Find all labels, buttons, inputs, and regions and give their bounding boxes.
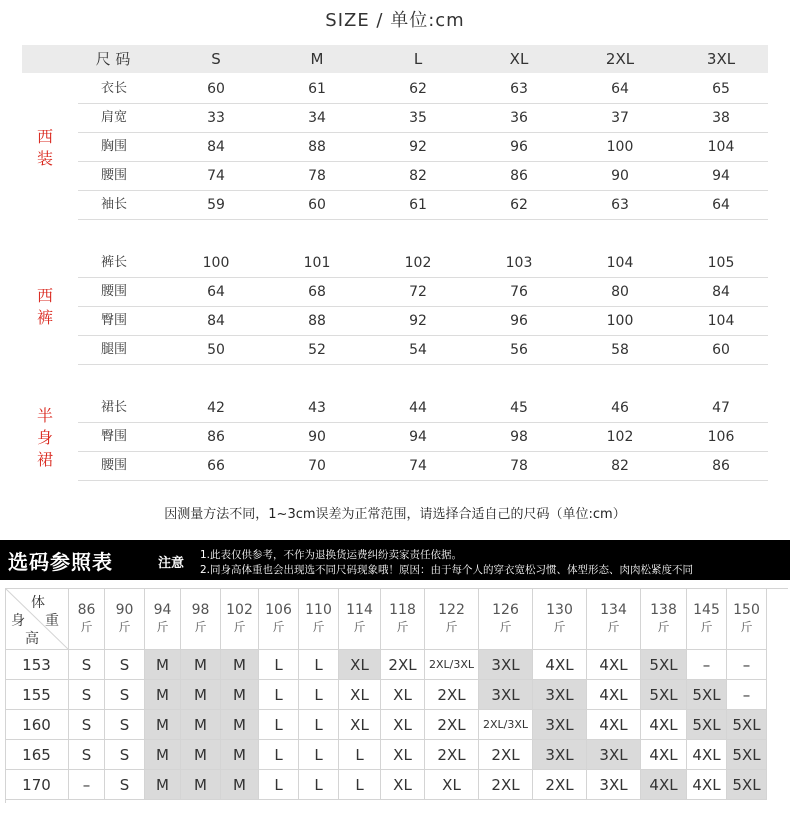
section-label <box>35 285 55 329</box>
size-row-label: 裤长 <box>100 255 127 270</box>
weight-unit: 斤 <box>657 619 670 634</box>
weight-header <box>641 588 687 650</box>
size-value: 90 <box>611 168 629 184</box>
size-value: 101 <box>303 255 331 271</box>
weight-unit: 斤 <box>80 619 93 634</box>
size-value: 62 <box>510 197 528 213</box>
size-value: 64 <box>207 284 225 300</box>
size-cell: L <box>299 740 339 770</box>
size-cell: 4XL <box>533 650 587 680</box>
size-value: 82 <box>611 458 629 474</box>
weight-header <box>533 588 587 650</box>
size-value: 37 <box>611 110 629 126</box>
weight-unit: 斤 <box>740 619 753 634</box>
section-label-char: 西 <box>36 286 53 305</box>
section-label-char: 装 <box>36 148 53 168</box>
weight-value: 138 <box>650 601 677 618</box>
size-cell: 5XL <box>641 680 687 710</box>
size-value: 61 <box>409 197 427 213</box>
size-cell: 3XL <box>533 710 587 740</box>
size-value: 84 <box>207 139 225 155</box>
size-cell: 2XL <box>425 710 479 740</box>
size-cell: XL <box>381 680 425 710</box>
size-cell: S <box>105 740 145 770</box>
weight-unit: 斤 <box>194 619 207 634</box>
weight-unit: 斤 <box>700 619 713 634</box>
size-value: 104 <box>707 313 735 329</box>
size-row <box>78 191 768 220</box>
size-row-label: 腿围 <box>100 342 127 357</box>
size-value: 74 <box>207 168 225 184</box>
size-cell: 2XL <box>381 650 425 680</box>
size-cell: L <box>259 770 299 800</box>
size-cell: M <box>181 650 221 680</box>
size-cell: 2XL <box>425 740 479 770</box>
banner-note-line: 2.同身高体重也会出现选不同尺码现象哦！原因：由于每个人的穿衣宽松习惯、体型形态、肉肉松紧度不同 <box>200 564 694 576</box>
size-cell: 4XL <box>587 710 641 740</box>
size-value: 34 <box>308 110 326 126</box>
size-header-cell: M <box>310 50 324 68</box>
size-row <box>78 394 768 423</box>
weight-value: 110 <box>305 601 332 618</box>
size-cell: M <box>145 770 181 800</box>
size-value: 54 <box>409 342 427 358</box>
size-value: 100 <box>202 255 230 271</box>
weight-unit: 斤 <box>156 619 169 634</box>
weight-value: 126 <box>492 601 519 618</box>
weight-header <box>145 588 181 650</box>
size-cell: M <box>181 680 221 710</box>
section-label-char: 裙 <box>36 449 53 469</box>
weight-header <box>381 588 425 650</box>
size-value: 42 <box>207 400 225 416</box>
size-header-cell: XL <box>509 50 529 68</box>
size-cell: 2XL <box>425 680 479 710</box>
weight-value: 94 <box>153 601 172 618</box>
size-cell: M <box>181 770 221 800</box>
size-cell: M <box>221 650 259 680</box>
size-cell: – <box>727 650 767 680</box>
size-value: 100 <box>606 139 634 155</box>
size-value: 80 <box>611 284 629 300</box>
size-cell: L <box>259 740 299 770</box>
weight-value: 98 <box>191 601 210 618</box>
size-cell: XL <box>381 770 425 800</box>
size-header-cell: S <box>211 50 221 68</box>
size-value: 90 <box>308 429 326 445</box>
size-value: 60 <box>308 197 326 213</box>
weight-unit: 斤 <box>118 619 131 634</box>
size-row-label: 腰围 <box>100 458 127 473</box>
size-value: 96 <box>510 313 528 329</box>
reference-banner <box>0 540 790 580</box>
weight-header <box>299 588 339 650</box>
size-header-cell: 3XL <box>706 50 736 68</box>
size-value: 78 <box>308 168 326 184</box>
size-row <box>78 423 768 452</box>
weight-value: 145 <box>693 601 720 618</box>
size-row <box>78 452 768 481</box>
size-cell: M <box>221 680 259 710</box>
size-cell: XL <box>425 770 479 800</box>
size-cell: 4XL <box>687 740 727 770</box>
size-row-label: 腰围 <box>100 168 127 183</box>
section-label <box>35 126 55 170</box>
size-value: 38 <box>712 110 730 126</box>
size-cell: M <box>145 650 181 680</box>
size-cell: M <box>145 710 181 740</box>
size-value: 36 <box>510 110 528 126</box>
size-cell: 3XL <box>587 740 641 770</box>
size-value: 92 <box>409 313 427 329</box>
size-cell: S <box>105 770 145 800</box>
weight-unit: 斤 <box>233 619 246 634</box>
section-label-char: 西 <box>36 126 53 146</box>
size-value: 72 <box>409 284 427 300</box>
size-value: 105 <box>707 255 735 271</box>
size-cell: M <box>221 740 259 770</box>
size-row <box>78 104 768 133</box>
measure-note: 因测量方法不同，1~3cm误差为正常范围，请选择合适自己的尺码（单位:cm） <box>164 507 626 522</box>
weight-unit: 斤 <box>312 619 325 634</box>
size-cell: XL <box>339 710 381 740</box>
weight-value: 130 <box>546 601 573 618</box>
weight-header <box>221 588 259 650</box>
size-cell: 5XL <box>641 650 687 680</box>
weight-unit: 斤 <box>272 619 285 634</box>
size-cell: M <box>221 710 259 740</box>
size-cell: 3XL <box>587 770 641 800</box>
size-value: 102 <box>404 255 432 271</box>
corner-label: 身 <box>11 613 25 629</box>
size-row <box>78 278 768 307</box>
size-value: 63 <box>510 81 528 97</box>
weight-header <box>339 588 381 650</box>
size-cell: L <box>299 710 339 740</box>
size-cell: S <box>69 650 105 680</box>
banner-note-line: 1.此表仅供参考，不作为退换货运费纠纷卖家责任依据。 <box>200 549 463 561</box>
size-value: 74 <box>409 458 427 474</box>
size-cell: S <box>69 710 105 740</box>
size-value: 44 <box>409 400 427 416</box>
size-value: 86 <box>207 429 225 445</box>
size-value: 84 <box>712 284 730 300</box>
section-label-char: 裤 <box>36 308 53 327</box>
size-value: 65 <box>712 81 730 97</box>
size-value: 70 <box>308 458 326 474</box>
corner-label: 重 <box>45 613 59 629</box>
size-cell: 2XL <box>479 770 533 800</box>
page-title: SIZE / 单位:cm <box>325 10 465 31</box>
size-cell: – <box>69 770 105 800</box>
size-cell: M <box>221 770 259 800</box>
size-cell: L <box>259 650 299 680</box>
size-value: 76 <box>510 284 528 300</box>
weight-unit: 斤 <box>499 619 512 634</box>
size-row <box>78 133 768 162</box>
weight-value: 102 <box>226 601 253 618</box>
size-cell: 5XL <box>687 680 727 710</box>
size-cell: S <box>69 740 105 770</box>
size-value: 33 <box>207 110 225 126</box>
size-value: 100 <box>606 313 634 329</box>
weight-header <box>587 588 641 650</box>
weight-header <box>425 588 479 650</box>
weight-unit: 斤 <box>607 619 620 634</box>
banner-title: 选码参照表 <box>8 550 113 574</box>
weight-value: 150 <box>733 601 760 618</box>
size-cell: XL <box>339 680 381 710</box>
size-row-label: 裙长 <box>100 400 127 415</box>
size-value: 66 <box>207 458 225 474</box>
size-cell: XL <box>381 710 425 740</box>
size-value: 103 <box>505 255 533 271</box>
size-cell: 4XL <box>641 740 687 770</box>
section-label-char: 半 <box>36 405 53 425</box>
size-value: 43 <box>308 400 326 416</box>
size-cell: XL <box>339 650 381 680</box>
size-cell: XL <box>381 740 425 770</box>
size-value: 60 <box>207 81 225 97</box>
size-cell: 3XL <box>479 680 533 710</box>
banner-note-label: 注意 <box>158 556 185 571</box>
size-value: 59 <box>207 197 225 213</box>
size-cell: M <box>145 680 181 710</box>
size-cell: S <box>105 680 145 710</box>
size-cell: L <box>259 710 299 740</box>
size-cell: 4XL <box>587 650 641 680</box>
size-row-label: 胸围 <box>100 139 127 154</box>
corner-label: 体 <box>31 595 45 611</box>
size-row <box>78 75 768 104</box>
size-cell: 5XL <box>727 770 767 800</box>
size-cell: 4XL <box>641 770 687 800</box>
height-cell: 160 <box>5 710 69 740</box>
section-label <box>35 405 55 471</box>
size-value: 88 <box>308 313 326 329</box>
weight-unit: 斤 <box>445 619 458 634</box>
weight-value: 90 <box>115 601 134 618</box>
size-row <box>78 249 768 278</box>
table-corner <box>5 588 69 650</box>
size-value: 92 <box>409 139 427 155</box>
size-row-label: 衣长 <box>100 81 127 96</box>
size-cell: 5XL <box>727 710 767 740</box>
size-row <box>78 336 768 365</box>
size-cell: 2XL/3XL <box>425 650 479 680</box>
size-cell: L <box>339 770 381 800</box>
size-row-label: 臀围 <box>100 429 127 444</box>
size-value: 62 <box>409 81 427 97</box>
weight-header <box>69 588 105 650</box>
weight-header <box>727 588 767 650</box>
size-value: 78 <box>510 458 528 474</box>
size-cell: 4XL <box>587 680 641 710</box>
size-value: 94 <box>712 168 730 184</box>
size-cell: 2XL/3XL <box>479 710 533 740</box>
size-cell: 5XL <box>687 710 727 740</box>
size-cell: 3XL <box>533 740 587 770</box>
size-cell: L <box>299 680 339 710</box>
section-label-char: 身 <box>36 427 53 447</box>
size-cell: 4XL <box>687 770 727 800</box>
size-value: 58 <box>611 342 629 358</box>
size-value: 106 <box>707 429 735 445</box>
weight-unit: 斤 <box>553 619 566 634</box>
size-cell: 4XL <box>641 710 687 740</box>
size-value: 104 <box>606 255 634 271</box>
size-cell: L <box>299 770 339 800</box>
size-row-label: 臀围 <box>100 313 127 328</box>
size-cell: 2XL <box>533 770 587 800</box>
size-value: 88 <box>308 139 326 155</box>
weight-value: 86 <box>77 601 96 618</box>
size-cell: M <box>181 740 221 770</box>
height-cell: 165 <box>5 740 69 770</box>
size-header-cell: 2XL <box>605 50 635 68</box>
weight-header <box>105 588 145 650</box>
size-value: 45 <box>510 400 528 416</box>
size-value: 64 <box>712 197 730 213</box>
size-value: 68 <box>308 284 326 300</box>
weight-unit: 斤 <box>353 619 366 634</box>
weight-header <box>687 588 727 650</box>
size-cell: L <box>299 650 339 680</box>
size-cell: L <box>259 680 299 710</box>
height-cell: 153 <box>5 650 69 680</box>
size-value: 50 <box>207 342 225 358</box>
weight-header <box>181 588 221 650</box>
size-cell: – <box>727 680 767 710</box>
size-cell: S <box>69 680 105 710</box>
size-value: 35 <box>409 110 427 126</box>
size-row-label: 袖长 <box>100 197 127 212</box>
weight-header <box>259 588 299 650</box>
weight-value: 122 <box>438 601 465 618</box>
size-value: 46 <box>611 400 629 416</box>
size-value: 104 <box>707 139 735 155</box>
size-value: 86 <box>510 168 528 184</box>
size-value: 98 <box>510 429 528 445</box>
size-row-label: 腰围 <box>100 284 127 299</box>
size-value: 82 <box>409 168 427 184</box>
weight-value: 106 <box>265 601 292 618</box>
size-row <box>78 162 768 191</box>
size-row-label: 肩宽 <box>100 110 127 125</box>
size-cell: 5XL <box>727 740 767 770</box>
size-value: 47 <box>712 400 730 416</box>
size-value: 64 <box>611 81 629 97</box>
size-header-row <box>22 45 768 73</box>
size-value: 94 <box>409 429 427 445</box>
size-value: 60 <box>712 342 730 358</box>
height-cell: 155 <box>5 680 69 710</box>
size-header-label: 尺 码 <box>95 50 131 68</box>
size-value: 86 <box>712 458 730 474</box>
size-cell: S <box>105 650 145 680</box>
size-cell: – <box>687 650 727 680</box>
size-value: 84 <box>207 313 225 329</box>
size-cell: M <box>145 740 181 770</box>
weight-header <box>479 588 533 650</box>
size-value: 102 <box>606 429 634 445</box>
weight-value: 114 <box>346 601 373 618</box>
size-value: 96 <box>510 139 528 155</box>
size-cell: 3XL <box>533 680 587 710</box>
size-row <box>78 307 768 336</box>
size-cell: L <box>339 740 381 770</box>
size-cell: S <box>105 710 145 740</box>
weight-value: 134 <box>600 601 627 618</box>
size-value: 61 <box>308 81 326 97</box>
weight-value: 118 <box>389 601 416 618</box>
size-header-cell: L <box>413 50 423 68</box>
height-cell: 170 <box>5 770 69 800</box>
size-cell: M <box>181 710 221 740</box>
size-cell: 3XL <box>479 650 533 680</box>
corner-label: 高 <box>25 631 39 647</box>
size-value: 52 <box>308 342 326 358</box>
size-cell: 2XL <box>479 740 533 770</box>
size-value: 56 <box>510 342 528 358</box>
size-value: 63 <box>611 197 629 213</box>
weight-unit: 斤 <box>396 619 409 634</box>
